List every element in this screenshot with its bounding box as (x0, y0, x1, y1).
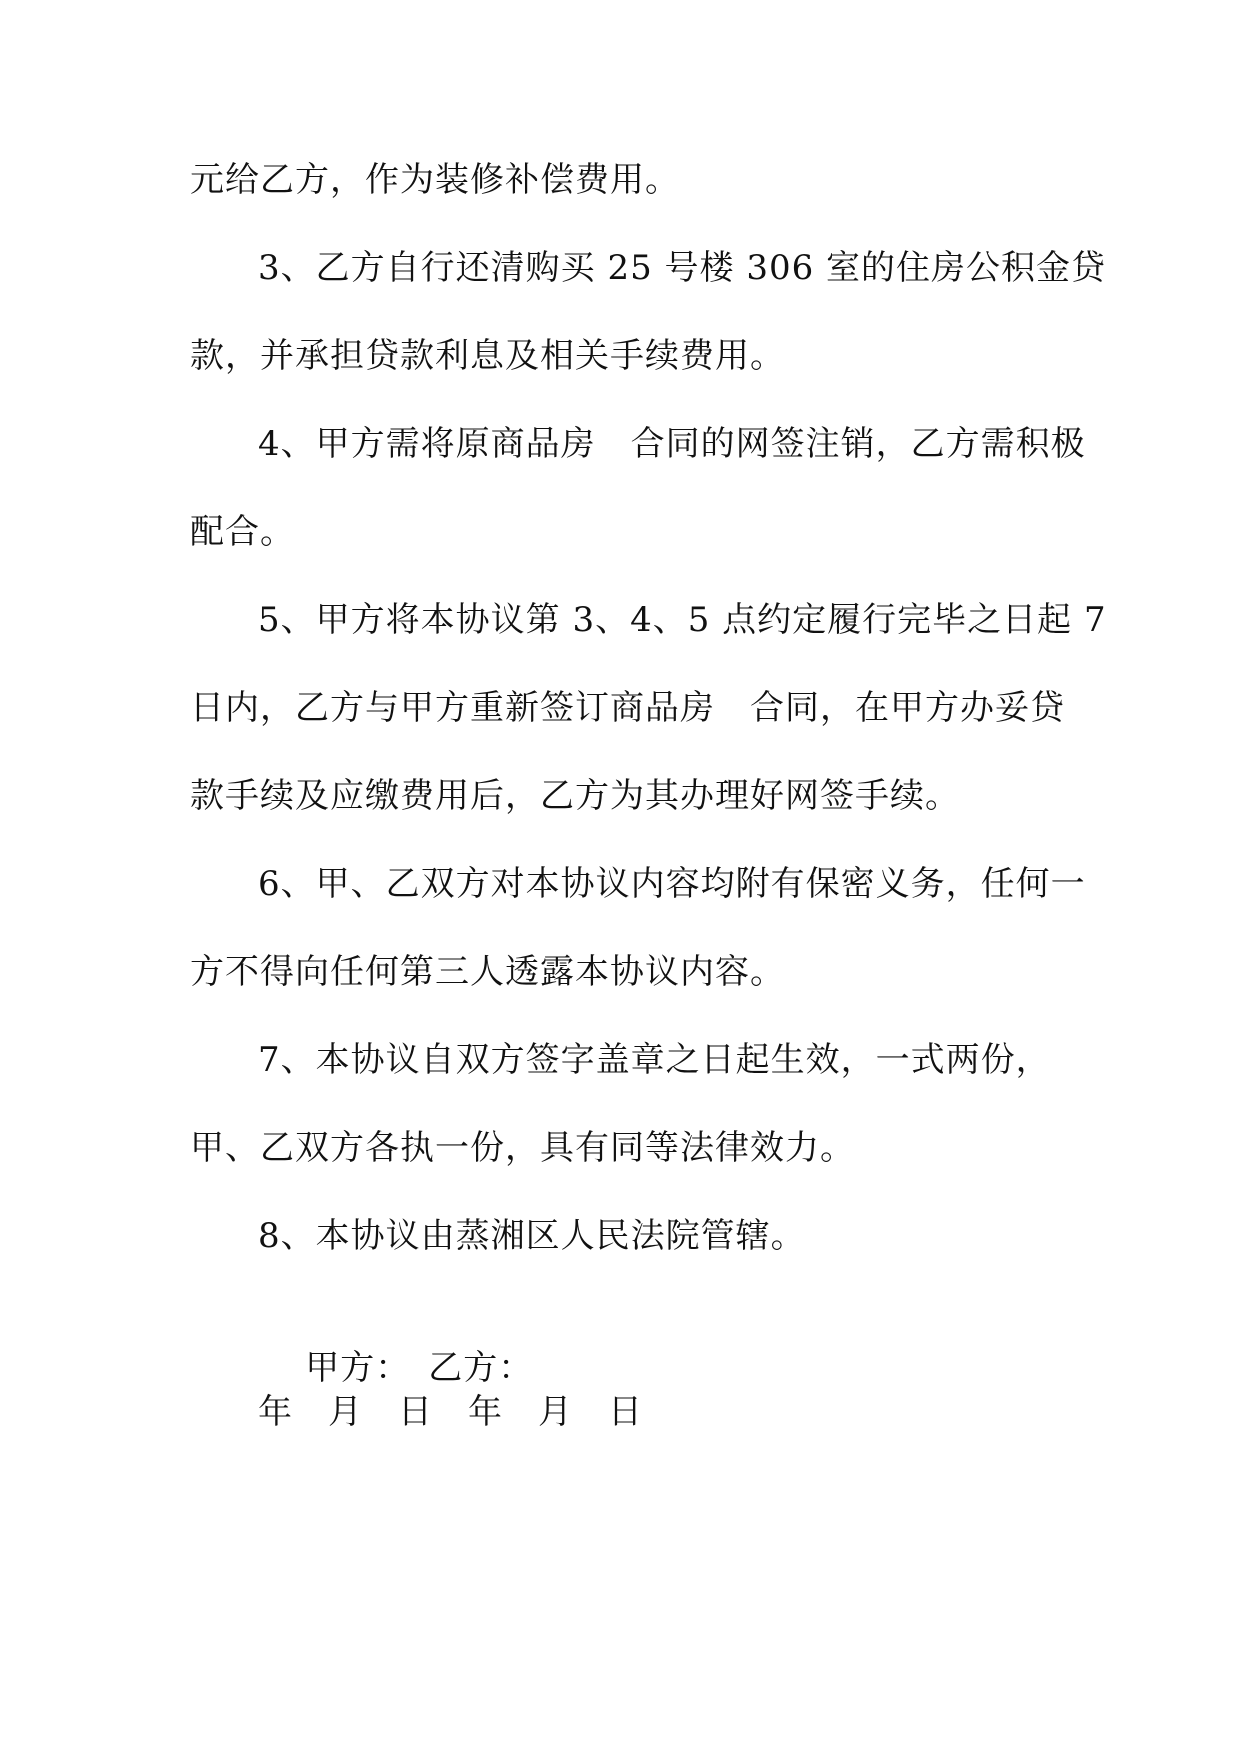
clause-5-line-3: 款手续及应缴费用后，乙方为其办理好网签手续。 (190, 776, 960, 816)
clause-8-line-1: 8、本协议由蒸湘区人民法院管辖。 (258, 1216, 806, 1256)
clause-5-line-2: 日内，乙方与甲方重新签订商品房 合同，在甲方办妥贷 (190, 688, 1065, 728)
paragraph-line: 元给乙方，作为装修补偿费用。 (190, 160, 680, 200)
party-a-label: 甲方： (305, 1348, 411, 1388)
clause-7-line-2: 甲、乙双方各执一份，具有同等法律效力。 (190, 1128, 855, 1168)
date-line: 年 月 日 年 月 日 (258, 1392, 643, 1432)
clause-4-line-1: 4、甲方需将原商品房 合同的网签注销，乙方需积极 (258, 424, 1086, 464)
clause-7-line-1: 7、本协议自双方签字盖章之日起生效，一式两份， (258, 1040, 1051, 1080)
clause-5-line-1: 5、甲方将本协议第 3、4、5 点约定履行完毕之日起 7 (258, 600, 1107, 640)
clause-3-line-1: 3、乙方自行还清购买 25 号楼 306 室的住房公积金贷 (258, 248, 1107, 288)
clause-4-line-2: 配合。 (190, 512, 295, 552)
party-b-label: 乙方： (428, 1348, 534, 1388)
clause-6-line-2: 方不得向任何第三人透露本协议内容。 (190, 952, 785, 992)
clause-6-line-1: 6、甲、乙双方对本协议内容均附有保密义务，任何一 (258, 864, 1086, 904)
clause-3-line-2: 款，并承担贷款利息及相关手续费用。 (190, 336, 785, 376)
